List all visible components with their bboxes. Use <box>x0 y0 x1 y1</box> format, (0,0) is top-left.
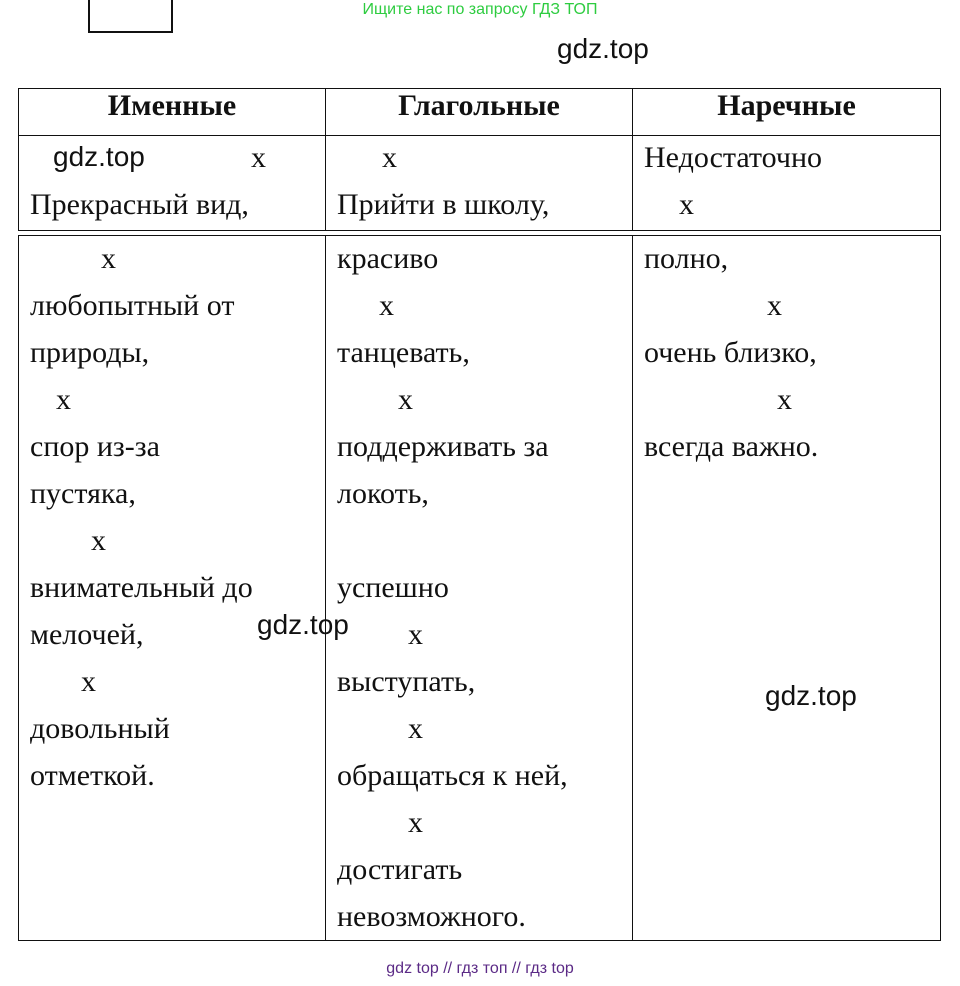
phrase: довольный <box>30 712 170 745</box>
x-mark: x <box>408 712 423 745</box>
phrase: отметкой. <box>30 759 155 792</box>
phrase: полно, <box>644 242 729 275</box>
phrase: любопытный от <box>30 289 235 322</box>
phrase: очень близко, <box>644 336 817 369</box>
phrase: Прекрасный вид, <box>30 188 249 221</box>
x-mark: x <box>81 665 96 698</box>
row2-verbal <box>326 236 633 941</box>
phrase: красиво <box>337 242 439 275</box>
phrase: мелочей, <box>30 618 144 651</box>
phrase: выступать, <box>337 665 476 698</box>
phrase: успешно <box>337 571 449 604</box>
row1-nominal <box>19 136 326 231</box>
x-mark: x <box>382 141 397 174</box>
x-mark: x <box>408 618 423 651</box>
header-nominal: Именные <box>19 89 326 136</box>
phrase: Недостаточно <box>644 141 823 174</box>
phrase: поддерживать за <box>337 430 549 463</box>
row2-adverbial <box>633 236 941 941</box>
phrase: спор из-за <box>30 430 160 463</box>
phrase: достигать <box>337 853 463 886</box>
footer-links: gdz top // гдз топ // гдз top <box>386 960 574 977</box>
grammar-table-header <box>18 88 941 231</box>
x-mark: x <box>408 806 423 839</box>
phrase: танцевать, <box>337 336 470 369</box>
x-mark: x <box>379 289 394 322</box>
phrase: обращаться к ней, <box>337 759 568 792</box>
watermark-cell: gdz.top <box>53 141 145 172</box>
header-verbal: Глагольные <box>326 89 633 136</box>
header-adverbial: Наречные <box>633 89 941 136</box>
watermark-right: gdz.top <box>765 680 857 711</box>
row1-adverbial <box>633 136 941 231</box>
watermark-middle: gdz.top <box>257 609 349 640</box>
search-banner: Ищите нас по запросу ГДЗ ТОП <box>362 1 598 18</box>
watermark-top: gdz.top <box>557 33 649 64</box>
row2-nominal <box>19 236 326 941</box>
phrase: локоть, <box>337 477 429 510</box>
phrase: пустяка, <box>30 477 136 510</box>
x-mark: x <box>101 242 116 275</box>
x-mark: x <box>679 188 694 221</box>
x-mark: x <box>398 383 413 416</box>
phrase: внимательный до <box>30 571 253 604</box>
x-mark: x <box>767 289 782 322</box>
x-mark: x <box>91 524 106 557</box>
phrase: всегда важно. <box>644 430 819 463</box>
x-mark: x <box>56 383 71 416</box>
x-mark: x <box>251 141 266 174</box>
grammar-table-body <box>18 235 941 941</box>
x-mark: x <box>777 383 792 416</box>
phrase: невозможного. <box>337 900 526 933</box>
phrase: природы, <box>30 336 150 369</box>
row1-verbal <box>326 136 633 231</box>
phrase: Прийти в школу, <box>337 188 550 221</box>
